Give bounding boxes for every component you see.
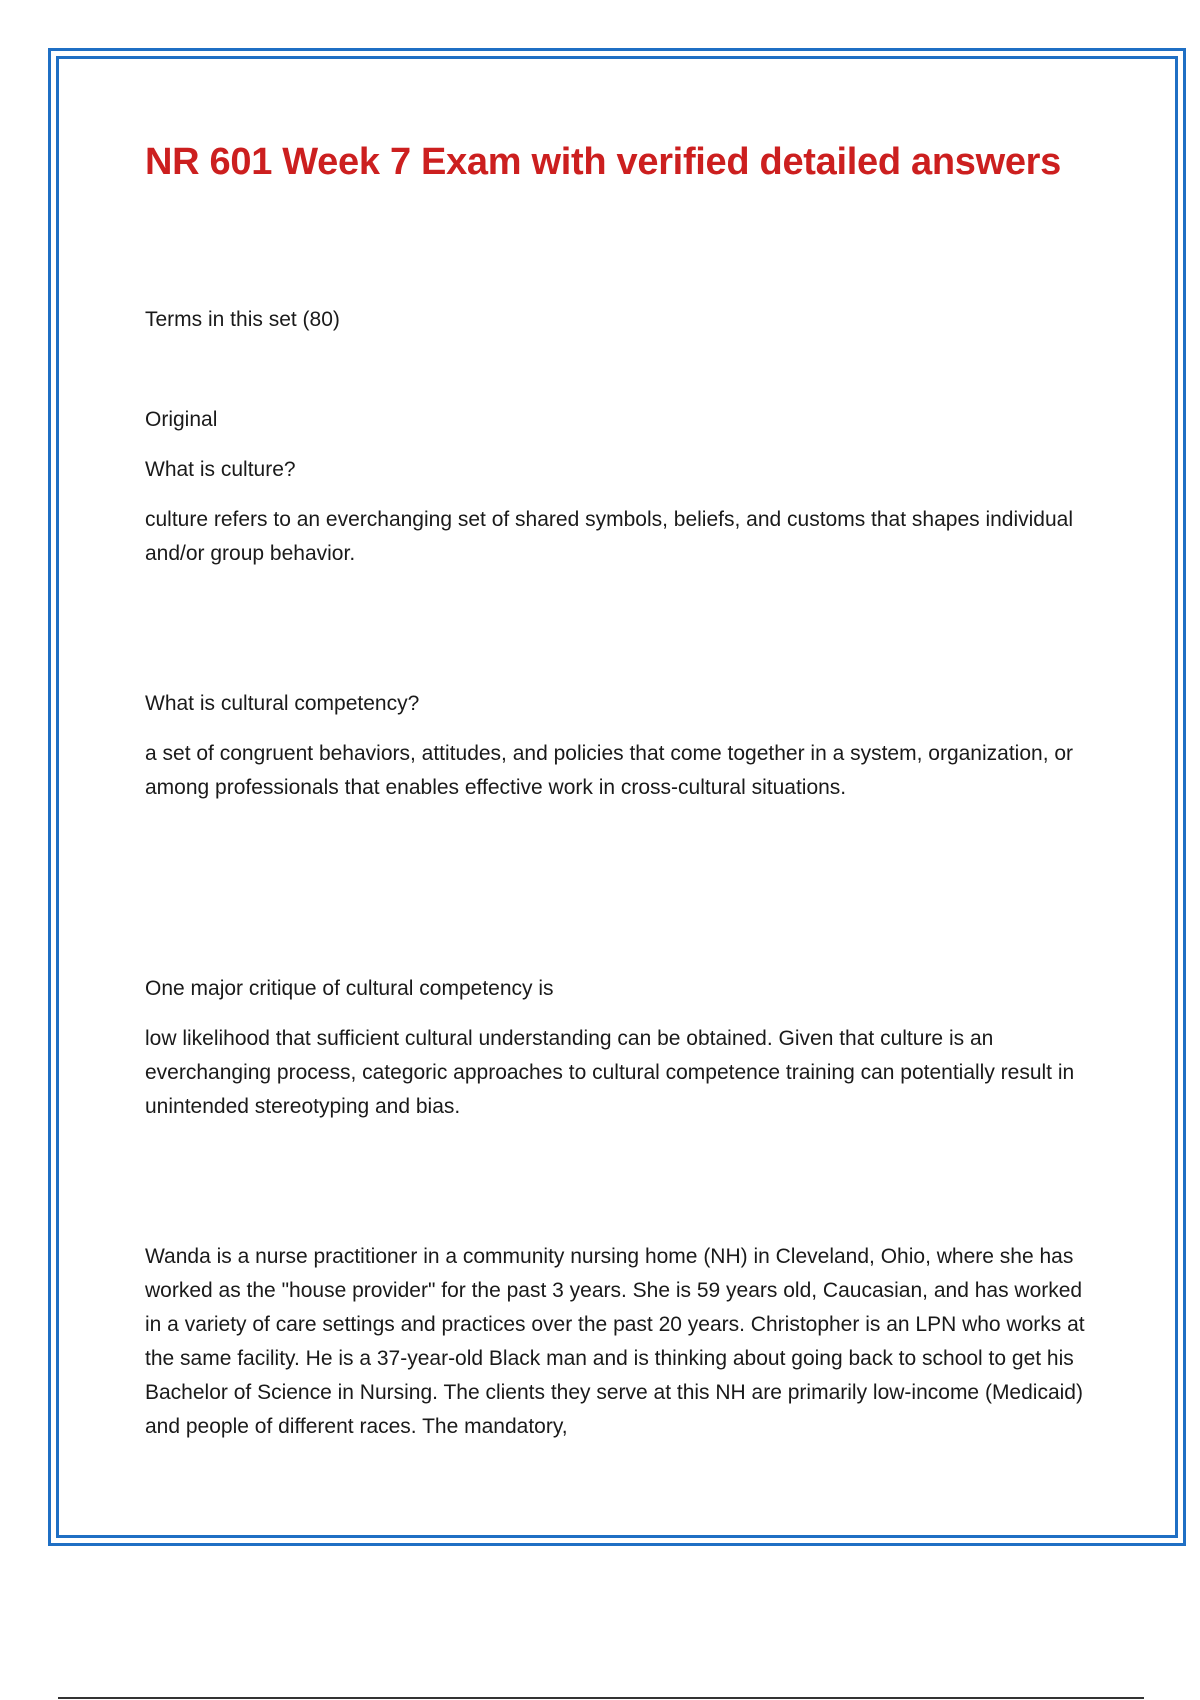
scenario-paragraph: Wanda is a nurse practitioner in a community nursing home (NH) in Cleveland, Ohio, where she has worked as the "house provider" for the past 3 years. She is 59 years old, Caucasian, and has worked in a variety of care settings and practices over the past 20 years. Christopher is an LPN who works at the same facility. He is a 37-year-old Black man and is thinking about going back to school to get his Bachelor of Science in Nursing. The clients they serve at this NH are primarily low-income (Medicaid) and people of different races. The mandatory, bbox=[145, 1245, 1085, 1438]
card-term: What is culture? bbox=[145, 458, 296, 481]
section-label: Original bbox=[145, 408, 218, 431]
terms-count: Terms in this set (80) bbox=[145, 308, 340, 331]
card-term: What is cultural competency? bbox=[145, 692, 420, 715]
document-title: NR 601 Week 7 Exam with verified detailed answers bbox=[145, 141, 1062, 183]
card-definition: low likelihood that sufficient cultural understanding can be obtained. Given that culture is an everchanging process, categoric approaches to cultural competence training can potentially result in unintended stereotyping and bias. bbox=[145, 1027, 1075, 1118]
document-body bbox=[145, 140, 1095, 1438]
card-definition: culture refers to an everchanging set of shared symbols, beliefs, and customs that shapes individual and/or group behavior. bbox=[145, 508, 1074, 565]
card-term: One major critique of cultural competency is bbox=[145, 977, 554, 1000]
footer-divider bbox=[58, 1697, 1144, 1699]
card-definition: a set of congruent behaviors, attitudes, and policies that come together in a system, organization, or among professionals that enables effective work in cross-cultural situations. bbox=[145, 742, 1074, 799]
